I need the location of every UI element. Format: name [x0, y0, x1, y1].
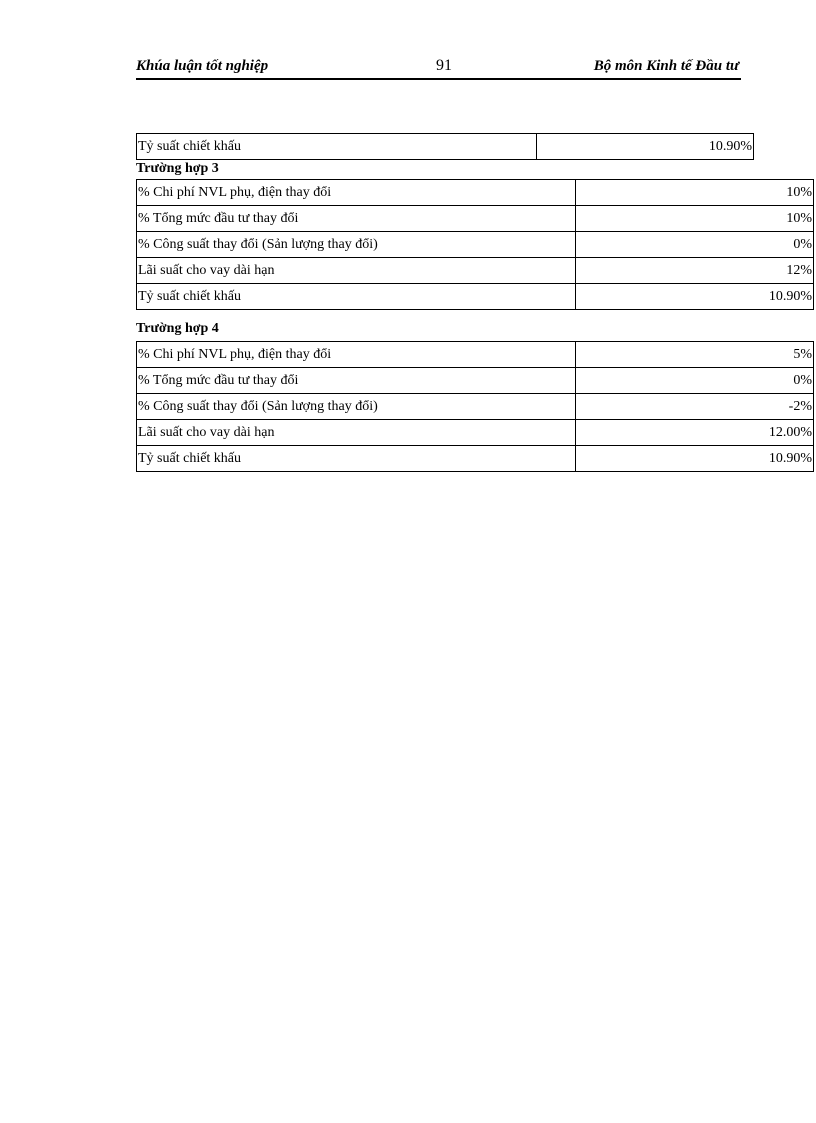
table-row [137, 134, 754, 160]
case-3-title: Trường hợp 3 [136, 161, 219, 176]
row-value: 12% [576, 258, 814, 284]
case-4-title: Trường hợp 4 [136, 321, 219, 336]
table-row [137, 206, 814, 232]
table-row [137, 342, 814, 368]
header-department: Bộ môn Kinh tế Đầu tư [593, 58, 739, 74]
row-label: Tỷ suất chiết khấu [137, 284, 576, 310]
table-row [137, 394, 814, 420]
case-3-table [136, 179, 814, 310]
row-label: % Tổng mức đầu tư thay đổi [137, 368, 576, 394]
row-label: Tỷ suất chiết khấu [137, 134, 537, 160]
table-row [137, 420, 814, 446]
discount-rate-table [136, 133, 754, 160]
table-row [137, 446, 814, 472]
row-value: 12.00% [576, 420, 814, 446]
row-label: % Chi phí NVL phụ, điện thay đổi [137, 342, 576, 368]
table-row [137, 368, 814, 394]
row-value: 0% [576, 368, 814, 394]
case-4-table [136, 341, 814, 472]
page-number: 91 [436, 57, 452, 74]
row-value: 10.90% [576, 446, 814, 472]
table-row [137, 258, 814, 284]
row-value: 5% [576, 342, 814, 368]
header-thesis-title: Khúa luận tốt nghiệp [136, 58, 269, 74]
table-row [137, 180, 814, 206]
row-label: Tỷ suất chiết khấu [137, 446, 576, 472]
row-value: 10.90% [576, 284, 814, 310]
row-label: Lãi suất cho vay dài hạn [137, 258, 576, 284]
row-label: % Công suất thay đổi (Sản lượng thay đổi) [137, 232, 576, 258]
row-value: 0% [576, 232, 814, 258]
row-label: Lãi suất cho vay dài hạn [137, 420, 576, 446]
row-label: % Tổng mức đầu tư thay đổi [137, 206, 576, 232]
table-row [137, 232, 814, 258]
table-row [137, 284, 814, 310]
row-value: 10.90% [537, 134, 754, 160]
page-header [136, 56, 741, 80]
row-value: 10% [576, 206, 814, 232]
row-value: -2% [576, 394, 814, 420]
row-label: % Chi phí NVL phụ, điện thay đổi [137, 180, 576, 206]
row-value: 10% [576, 180, 814, 206]
row-label: % Công suất thay đổi (Sản lượng thay đổi) [137, 394, 576, 420]
